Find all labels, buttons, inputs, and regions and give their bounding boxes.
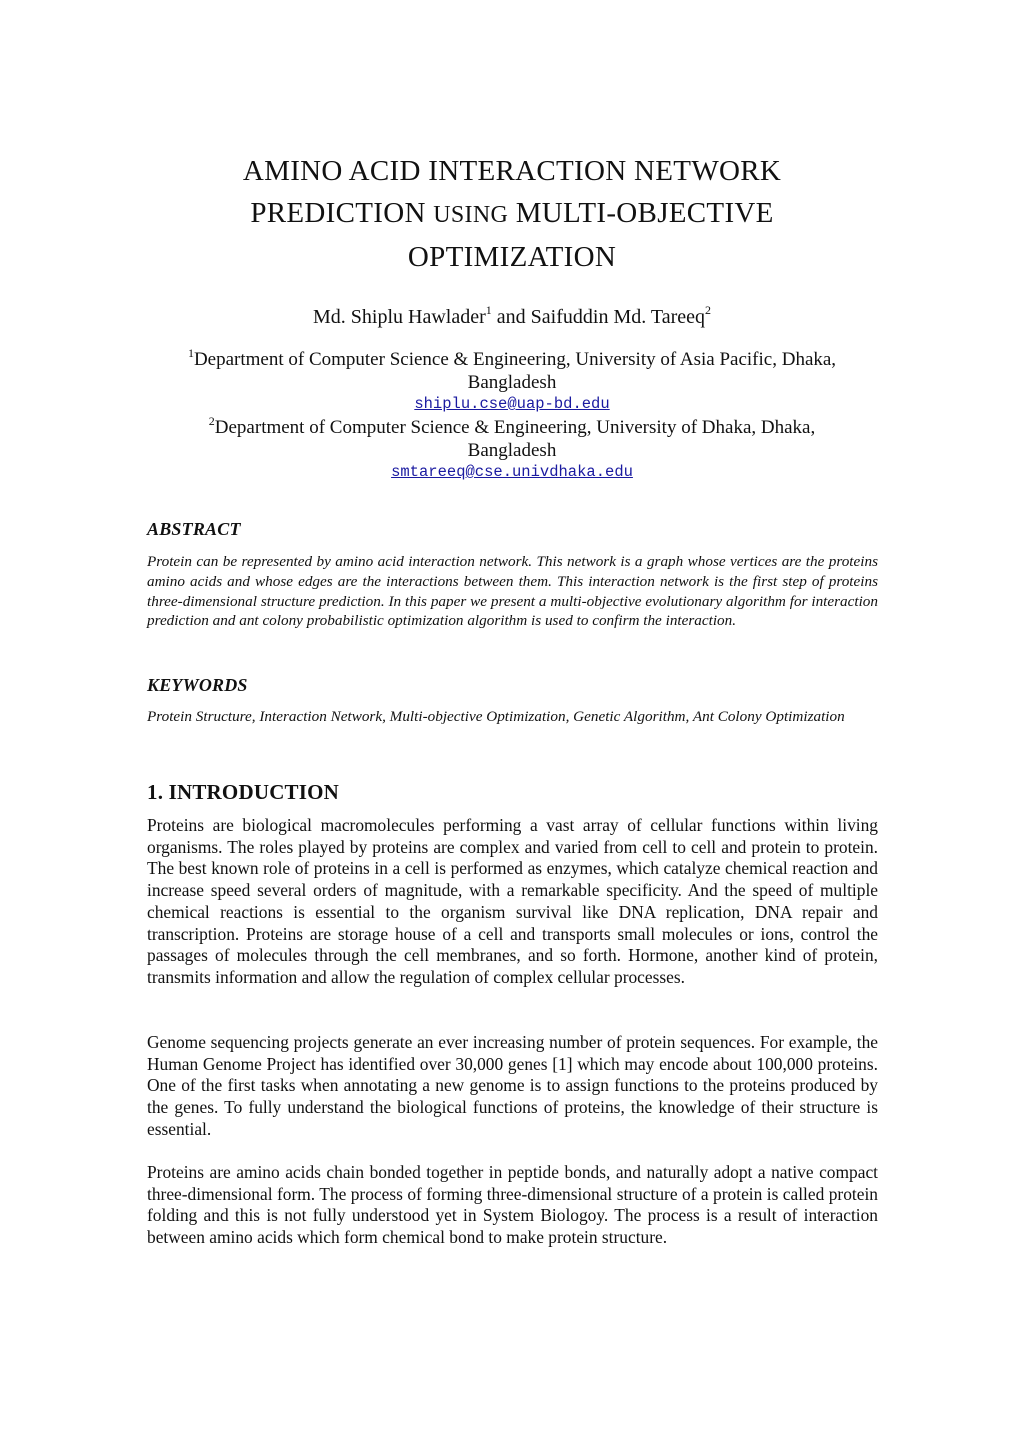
abstract-text: Protein can be represented by amino acid interaction network. This network is a graph whose vertices are the proteins amino acids and whose edges are the interactions between them. This interaction network is the first step of proteins three-dimensional structure prediction. In this paper we present a multi-objective evolutionary algorithm for interaction prediction and ant colony probabilistic optimization algorithm is used to confirm the interaction. xyxy=(147,553,878,630)
paper-title xyxy=(120,150,904,278)
affiliation-country: Bangladesh xyxy=(467,440,557,461)
title-word: NETWORK xyxy=(634,155,782,187)
affiliation-mark: 1 xyxy=(187,345,194,360)
title-line-2 xyxy=(120,192,904,236)
affiliation-mark: 2 xyxy=(208,413,215,428)
title-line-3 xyxy=(120,236,904,278)
title-word: PREDICTION xyxy=(250,197,426,229)
title-word: AMINO xyxy=(242,155,343,187)
title-word: OPTIMIZATION xyxy=(407,241,617,273)
email-link[interactable]: smtareeq@cse.univdhaka.edu xyxy=(391,463,633,481)
affiliation-2 xyxy=(120,413,904,482)
abstract-heading: ABSTRACT xyxy=(147,519,241,539)
email-link[interactable]: shiplu.cse@uap-bd.edu xyxy=(414,395,610,413)
title-line-1 xyxy=(120,150,904,192)
author-affiliation-mark: 2 xyxy=(704,303,711,318)
affiliation-line xyxy=(120,345,904,371)
author-conjunction: and xyxy=(496,306,526,328)
affiliation-line xyxy=(120,413,904,439)
title-word: MULTI-OBJECTIVE xyxy=(515,197,774,229)
author-list xyxy=(120,304,904,330)
author-name: Md. Shiplu Hawlader xyxy=(313,306,486,328)
body-paragraph: Proteins are amino acids chain bonded together in peptide bonds, and naturally adopt a native compact three-dimensional form. The process of forming three-dimensional structure of a protein is called protein folding and this is not fully understood yet in System Biologoy. The process is a result of interaction between amino acids which form chemical bond to make protein structure. xyxy=(147,1162,878,1248)
author-affiliation-mark: 1 xyxy=(485,303,492,318)
affiliation-1 xyxy=(120,345,904,414)
keywords-heading: KEYWORDS xyxy=(147,675,248,695)
author-name: Saifuddin Md. Tareeq xyxy=(530,306,705,328)
affiliation-country: Bangladesh xyxy=(467,372,557,393)
title-word: USING xyxy=(433,202,509,228)
affiliation-text: Department of Computer Science & Engineering, University of Dhaka, Dhaka, xyxy=(214,417,816,438)
body-paragraph: Proteins are biological macromolecules performing a vast array of cellular functions within living organisms. The roles played by proteins are complex and varied from cell to cell and protein to protein. The best known role of proteins in a cell is performed as enzymes, which catalyze chemical reaction and increase speed several orders of magnitude, with a remarkable specificity. And the speed of multiple chemical reactions is essential to the organism survival like DNA replication, DNA repair and transcription. Proteins are storage house of a cell and transports small molecules or ions, control the passages of molecules through the cell membranes, and so forth. Hormone, another kind of protein, transmits information and allow the regulation of complex cellular processes. xyxy=(147,815,878,987)
introduction-heading: 1. INTRODUCTION xyxy=(147,780,340,804)
keywords-text: Protein Structure, Interaction Network, Multi-objective Optimization, Genetic Algorithm, Ant Colony Optimization xyxy=(147,708,845,725)
title-word: ACID xyxy=(348,155,421,187)
title-word: INTERACTION xyxy=(428,155,627,187)
affiliation-text: Department of Computer Science & Engineering, University of Asia Pacific, Dhaka, xyxy=(193,349,837,370)
body-paragraph: Genome sequencing projects generate an ever increasing number of protein sequences. For example, the Human Genome Project has identified over 30,000 genes [1] which may encode about 100,000 proteins. One of the first tasks when annotating a new genome is to assign functions to the proteins produced by the genes. To fully understand the biological functions of proteins, the knowledge of their structure is essential. xyxy=(147,1032,878,1139)
